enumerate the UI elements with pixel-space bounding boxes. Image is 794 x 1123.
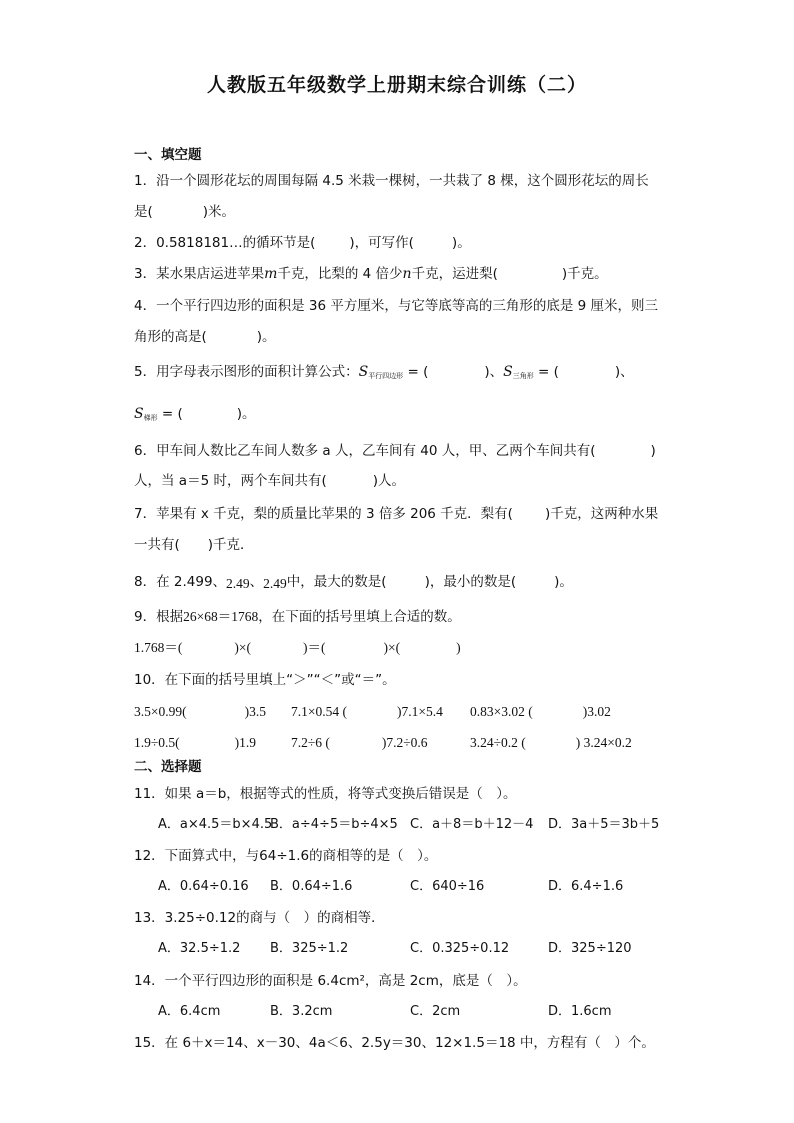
q10-row1-item2 bbox=[291, 703, 443, 721]
q5-eq1: = ( bbox=[403, 364, 429, 380]
question-14: 14．一个平行四边形的面积是 6.4cm²，高是 2cm，底是（ ）。 bbox=[134, 973, 527, 989]
q4-text: 角形的高是( bbox=[134, 329, 207, 345]
page-title: 人教版五年级数学上册期末综合训练（二） bbox=[206, 74, 587, 96]
q2-text-mid: )，可写作( bbox=[349, 235, 414, 251]
q8-text-b: 中，最大的数是( bbox=[286, 574, 387, 590]
q9-l2d: )×( bbox=[383, 640, 401, 655]
q10-row1-item3 bbox=[470, 703, 611, 721]
q5-s-symbol-3: S bbox=[134, 406, 144, 422]
question-3 bbox=[134, 265, 608, 283]
q5-s-symbol: S bbox=[358, 364, 369, 380]
question-1-line-1: 1．沿一个圆形花坛的周围每隔 4.5 米栽一棵树，一共栽了 8 棵，这个圆形花坛的周长 bbox=[134, 173, 649, 189]
question-2 bbox=[134, 234, 471, 252]
question-9-line-2 bbox=[134, 639, 461, 657]
q7-text-2: 一共有( bbox=[134, 537, 180, 553]
q9-expression: 26×68＝1768 bbox=[183, 609, 259, 624]
question-1-line-2 bbox=[134, 203, 235, 221]
q1-text: 是( bbox=[134, 204, 153, 220]
q9-l2a: 1.768＝( bbox=[134, 640, 183, 655]
q10-r1-b: )3.5 bbox=[244, 704, 266, 719]
question-12: 12．下面算式中，与64÷1.6的商相等的是（ ）。 bbox=[134, 848, 438, 864]
q3-text: 3．某水果店运进苹果 bbox=[134, 266, 265, 282]
q8-text-c: )，最小的数是( bbox=[424, 574, 517, 590]
q5-sub-parallelogram: 平行四边形 bbox=[368, 372, 404, 380]
q8-repeating-decimal-1: 2.49 bbox=[226, 576, 250, 591]
q8-sep: 、 bbox=[249, 574, 264, 590]
question-10: 10．在下面的括号里填上“＞”“＜”或“＝”。 bbox=[134, 672, 396, 688]
q5-sub-triangle: 三角形 bbox=[512, 372, 534, 380]
q1-text-end: )米。 bbox=[202, 204, 236, 220]
q3-text-d: )千克。 bbox=[561, 266, 608, 282]
q3-text-c: 千克，运进梨( bbox=[411, 266, 498, 282]
question-4-line-1: 4．一个平行四边形的面积是 36 平方厘米，与它等底等高的三角形的底是 9 厘米，则三 bbox=[134, 298, 659, 314]
question-11: 11．如果 a＝b，根据等式的性质，将等式变换后错误是（ ）。 bbox=[134, 786, 517, 802]
q5-eq3: = ( bbox=[157, 406, 183, 422]
q10-r1-a: 3.5×0.99( bbox=[134, 704, 187, 719]
q13-option-b[interactable]: B．325÷1.2 bbox=[270, 941, 349, 956]
q10-r2-a: 1.9÷0.5( bbox=[134, 735, 180, 750]
question-5-line-1 bbox=[134, 363, 634, 385]
q10-row2-item1 bbox=[134, 734, 256, 752]
q6-text-2: 人，当 a＝5 时，两个车间共有( bbox=[134, 473, 327, 489]
q7-text-mid: )千克，这两种水果 bbox=[544, 506, 659, 522]
q5-end1: )、 bbox=[614, 364, 634, 380]
q10-r2-f: ) 3.24×0.2 bbox=[575, 735, 632, 750]
q13-option-d[interactable]: D．325÷120 bbox=[548, 941, 632, 956]
q5-mid: )、 bbox=[484, 364, 504, 380]
question-7-line-1 bbox=[134, 505, 658, 523]
q14-option-a[interactable]: A．6.4cm bbox=[158, 1004, 221, 1019]
q5-end3: )。 bbox=[236, 406, 256, 422]
q5-sub-trapezoid: 梯形 bbox=[143, 414, 158, 422]
q10-row2-item3 bbox=[470, 734, 632, 752]
question-13: 13．3.25÷0.12的商与（ ）的商相等． bbox=[134, 910, 385, 926]
q10-r2-d: )7.2÷0.6 bbox=[381, 735, 428, 750]
q5-text: 5．用字母表示图形的面积计算公式： bbox=[134, 364, 359, 380]
question-6-line-1 bbox=[134, 442, 656, 460]
q6-close: ) bbox=[650, 443, 656, 459]
question-7-line-2 bbox=[134, 536, 254, 554]
q10-r1-e: 0.83×3.02 ( bbox=[470, 704, 533, 719]
q11-option-c[interactable]: C．a＋8＝b＋12－4 bbox=[410, 817, 534, 832]
q10-r1-f: )3.02 bbox=[582, 704, 611, 719]
q2-text-end: )。 bbox=[451, 235, 471, 251]
question-4-line-2 bbox=[134, 328, 276, 346]
q11-option-d[interactable]: D．3a＋5＝3b＋5 bbox=[548, 817, 660, 832]
q12-option-b[interactable]: B．0.64÷1.6 bbox=[270, 879, 353, 894]
q9-l2b: )×( bbox=[234, 640, 251, 655]
q13-option-c[interactable]: C．0.325÷0.12 bbox=[410, 941, 510, 956]
q10-r2-c: 7.2÷6 ( bbox=[291, 735, 330, 750]
q10-row2-item2 bbox=[291, 734, 428, 752]
q10-row1-item1 bbox=[134, 703, 266, 721]
q11-option-b[interactable]: B．a÷4÷5＝b÷4×5 bbox=[270, 817, 398, 832]
q13-option-a[interactable]: A．32.5÷1.2 bbox=[158, 941, 241, 956]
q14-option-b[interactable]: B．3.2cm bbox=[270, 1004, 333, 1019]
q10-r2-e: 3.24÷0.2 ( bbox=[470, 735, 526, 750]
section-fill-blank: 一、填空题 bbox=[134, 147, 202, 163]
q6-text: 6．甲车间人数比乙车间人数多 a 人，乙车间有 40 人，甲、乙两个车间共有( bbox=[134, 443, 596, 459]
q14-option-c[interactable]: C．2cm bbox=[410, 1004, 461, 1019]
q10-r1-d: )7.1×5.4 bbox=[396, 704, 443, 719]
q12-option-c[interactable]: C．640÷16 bbox=[410, 879, 485, 894]
q6-text-end: )人。 bbox=[372, 473, 405, 489]
q12-option-d[interactable]: D．6.4÷1.6 bbox=[548, 879, 624, 894]
q9-text-b: ，在下面的括号里填上合适的数。 bbox=[258, 609, 461, 625]
question-6-line-2 bbox=[134, 472, 405, 490]
q14-option-d[interactable]: D．1.6cm bbox=[548, 1004, 612, 1019]
q7-text-end: )千克． bbox=[207, 537, 254, 553]
q3-text-b: 千克，比梨的 4 倍少 bbox=[277, 266, 403, 282]
question-8 bbox=[134, 573, 573, 591]
q5-eq2: = ( bbox=[533, 364, 559, 380]
q12-option-a[interactable]: A．0.64÷0.16 bbox=[158, 879, 249, 894]
question-5-line-2 bbox=[134, 405, 256, 427]
q2-text: 2．0.5818181…的循环节是( bbox=[134, 235, 316, 251]
q11-option-a[interactable]: A．a×4.5＝b×4.5 bbox=[158, 817, 273, 832]
q9-l2e: ) bbox=[456, 640, 461, 655]
q3-var-m: m bbox=[264, 266, 278, 282]
q8-text: 8．在 2.499、 bbox=[134, 574, 227, 590]
q8-repeating-decimal-2: 2.49 bbox=[263, 576, 287, 591]
q7-text: 7．苹果有 x 千克，梨的质量比苹果的 3 倍多 206 千克．梨有( bbox=[134, 506, 513, 522]
q10-r1-c: 7.1×0.54 ( bbox=[291, 704, 347, 719]
question-15: 15．在 6＋x＝14、x－30、4a＜6、2.5y＝30、12×1.5＝18 中，方程有（ ）个。 bbox=[134, 1035, 655, 1051]
q10-r2-b: )1.9 bbox=[234, 735, 257, 750]
q8-text-d: )。 bbox=[554, 574, 573, 590]
question-9 bbox=[134, 608, 461, 626]
q5-s-symbol-2: S bbox=[503, 364, 513, 380]
q3-var-n: n bbox=[402, 266, 412, 282]
q9-l2c: )＝( bbox=[302, 640, 326, 655]
q4-text-end: )。 bbox=[256, 329, 276, 345]
section-multiple-choice: 二、选择题 bbox=[134, 759, 202, 775]
q9-text: 9．根据 bbox=[134, 609, 184, 625]
